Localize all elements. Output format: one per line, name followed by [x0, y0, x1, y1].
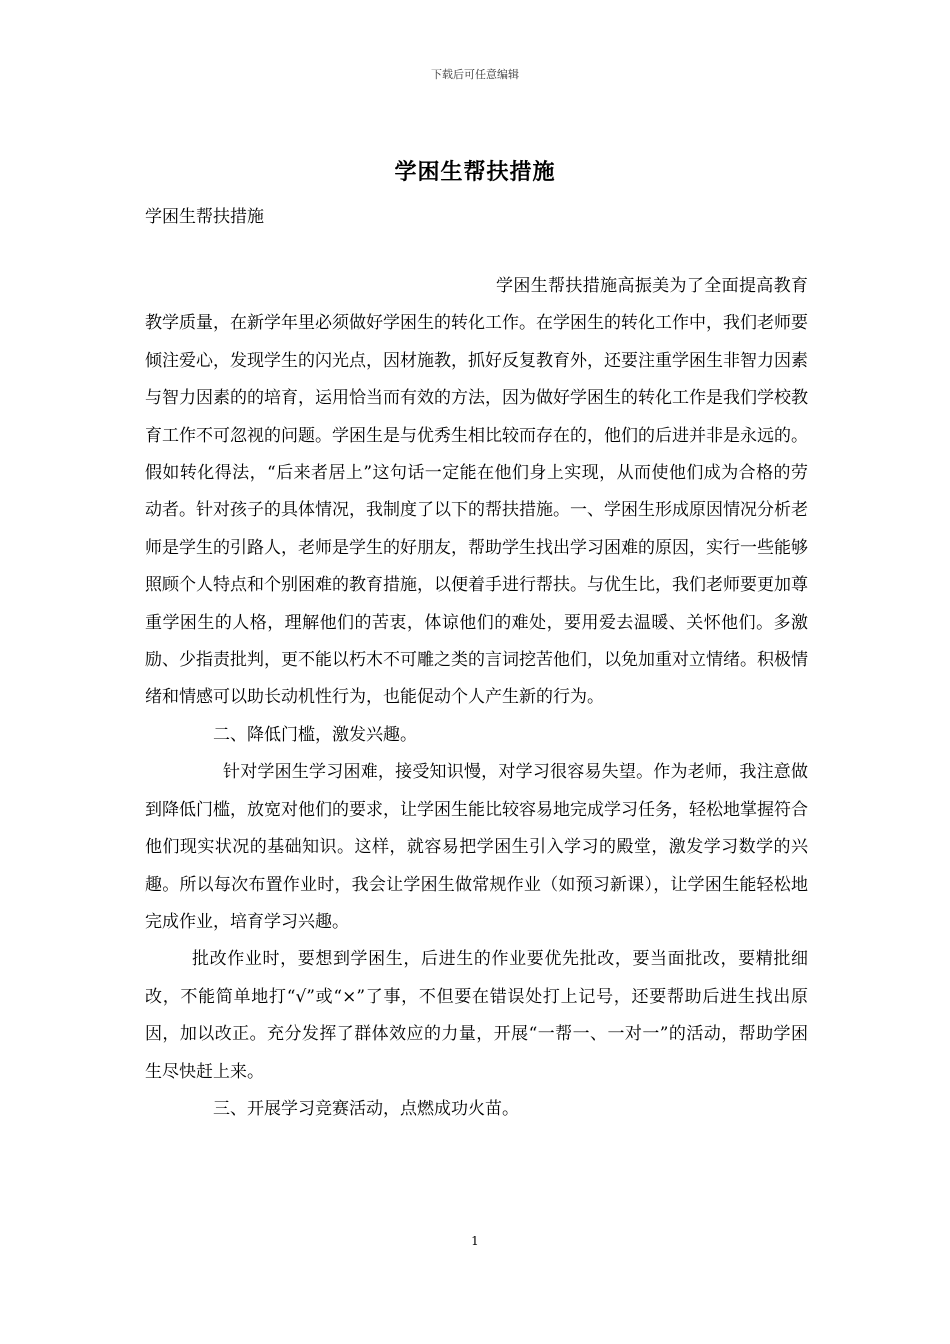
section-heading-3: 三、开展学习竞赛活动，点燃成功火苗。 [213, 1098, 519, 1119]
paragraph-intro: 学困生帮扶措施高振美为了全面提高教育教学质量，在新学年里必须做好学困生的转化工作。在学困生的转化工作中，我们老师要倾注爱心，发现学生的闪光点，因材施教，抓好反复教育外，还要注重学困生非智力因素与智力因素的的培育，运用恰当而有效的方法，因为做好学困生的转化工作是我们学校教育工作不可忽视的问题。学困生是与优秀生相比较而存在的，他们的后进并非是永远的。假如转化得法，“后来者居上”这句话一定能在他们身上实现，从而使他们成为合格的劳动者。针对孩子的具体情况，我制度了以下的帮扶措施。一、学困生形成原因情况分析老师是学生的引路人，老师是学生的好朋友，帮助学生找出学习困难的原因，实行一些能够照顾个人特点和个别困难的教育措施，以便着手进行帮扶。与优生比，我们老师要更加尊重学困生的人格，理解他们的苦衷，体谅他们的难处，要用爱去温暖、关怀他们。多激励、少指责批判，更不能以朽木不可雕之类的言词挖苦他们，以免加重对立情绪。积极情绪和情感可以助长动机性行为，也能促动个人产生新的行为。 [145, 276, 808, 708]
document-title: 学困生帮扶措施 [394, 159, 556, 185]
document-subtitle: 学困生帮扶措施 [145, 207, 264, 227]
section-heading-2: 二、降低门槛，激发兴趣。 [213, 724, 417, 745]
page-number: 1 [471, 1234, 479, 1248]
page-header-note: 下载后可任意编辑 [431, 68, 519, 81]
paragraph-lower-threshold: 针对学困生学习困难，接受知识慢，对学习很容易失望。作为老师，我注意做到降低门槛，放宽对他们的要求，让学困生能比较容易地完成学习任务，轻松地掌握符合他们现实状况的基础知识。这样，就容易把学困生引入学习的殿堂，激发学习数学的兴趣。所以每次布置作业时，我会让学困生做常规作业（如预习新课），让学困生能轻松地完成作业，培育学习兴趣。 [145, 762, 808, 932]
paragraph-homework-correction: 批改作业时，要想到学困生，后进生的作业要优先批改，要当面批改，要精批细改，不能简单地打“√”或“×”了事，不但要在错误处打上记号，还要帮助后进生找出原因，加以改正。充分发挥了群体效应的力量，开展“一帮一、一对一”的活动，帮助学困生尽快赶上来。 [145, 949, 808, 1082]
document-body [145, 268, 808, 1128]
